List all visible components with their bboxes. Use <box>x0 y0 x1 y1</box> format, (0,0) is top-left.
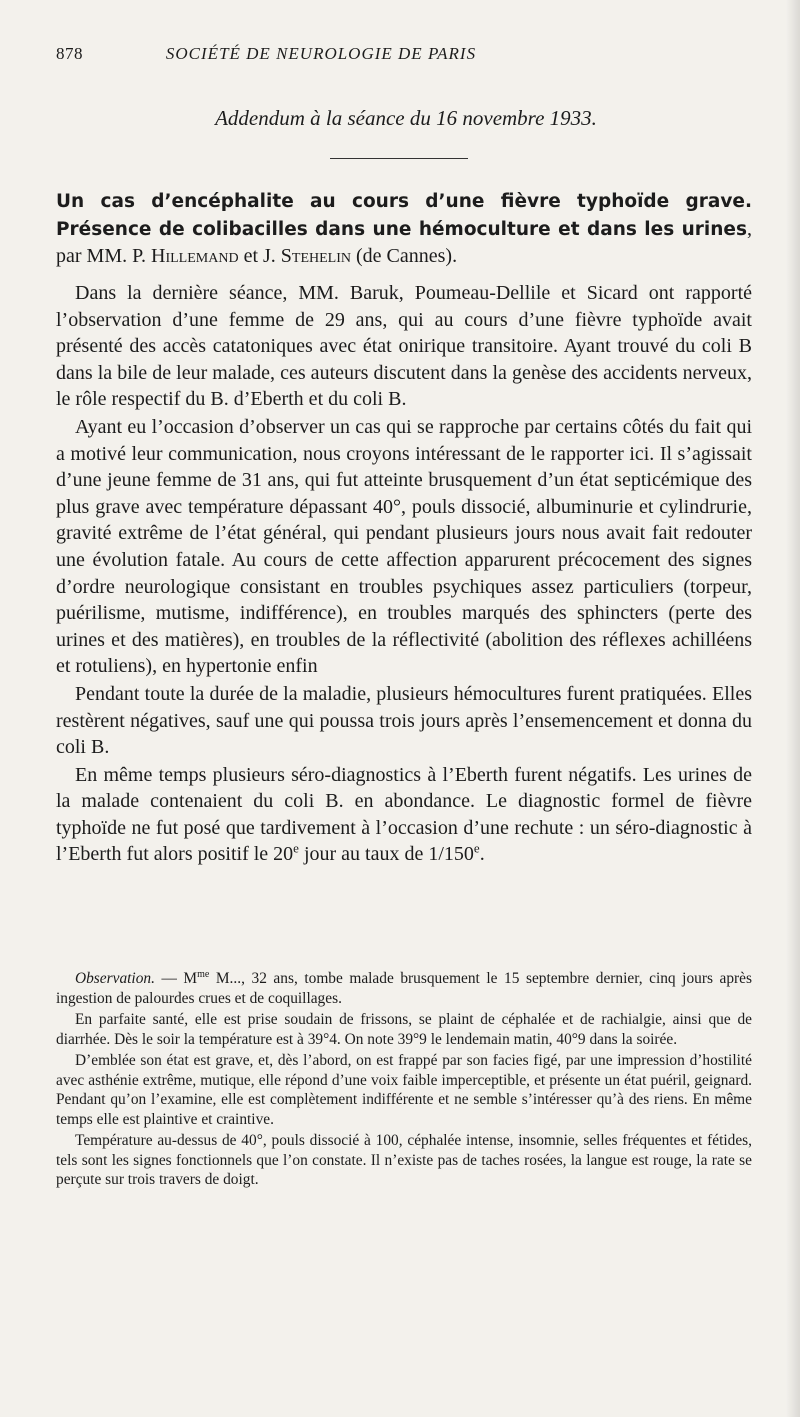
observation-mme-suffix: me <box>197 968 210 980</box>
observation-paragraph-1 <box>56 969 752 1008</box>
paragraph-4 <box>56 762 752 868</box>
article-title-bold: Un cas d’encéphalite au cours d’une fièvre typhoïde grave. Présence de colibacilles dans une hémoculture et dans les urines <box>56 191 752 240</box>
observation-section <box>56 969 752 1190</box>
paragraph-4-middle: jour au taux de 1/150 <box>303 843 474 866</box>
author-stehelin: Stehelin <box>280 245 351 267</box>
page-edge-shadow <box>786 0 800 1417</box>
paragraph-4-day: 20 <box>273 843 294 866</box>
observation-paragraph-4: Température au-dessus de 40°, pouls dissocié à 100, céphalée intense, insomnie, selles fréquentes et fétides, tels sont les signes fonctionnels que l’on constate. Il n’existe pas de taches rosées, la langue est rouge, la rate se perçute sur trois travers de doigt. <box>56 1132 752 1188</box>
observation-dash: — <box>161 970 177 987</box>
page-header <box>56 44 756 70</box>
paragraph-4-text: En même temps plusieurs séro-diagnostics à l’Eberth furent négatifs. Les urines de la malade contenaient du coli B. en abondance. Le diagnostic formel de fièvre typhoïde ne fut posé que tardivement à l’occasion d’une rechute : un séro-diagnostic à l’Eberth fut alors positif le <box>56 763 752 866</box>
section-divider <box>330 158 468 159</box>
author-conjunction: et J. <box>243 245 276 267</box>
observation-mme: M <box>183 970 198 987</box>
author-prefix: par MM. P. <box>56 245 147 267</box>
article-title: Un cas d’encéphalite au cours d’une fièvre typhoïde grave. Présence de colibacilles dans une hémoculture et dans les urines, par MM. P. Hillemand et J. Stehelin (de Cannes). <box>56 191 752 267</box>
running-title: SOCIÉTÉ DE NEUROLOGIE DE PARIS <box>165 44 477 63</box>
observation-label: Observation. <box>75 970 155 987</box>
paragraph-2: Ayant eu l’occasion d’observer un cas qui se rapproche par certains côtés du fait qui a motivé leur communication, nous croyons intéressant de le rapporter ici. Il s’agissait d’une jeune femme de 31 ans, qui fut atteinte brusquement d’un état septicémique des plus grave avec température dépassant 40°, pouls dissocié, albuminurie et cylindrurie, gravité extrême de l’état général, qui pendant plusieurs jours nous avait fait redouter une évolution fatale. Au cours de cette affection apparurent précocement des signes d’ordre neurologique consistant en troubles psychiques assez particuliers (torpeur, puérilisme, mutisme, indifférence), en troubles marqués des sphincters (perte des urines et des matières), en troubles de la réflectivité (abolition des réflexes achilléens et rotuliens), en hypertonie enfin <box>56 415 752 678</box>
paragraph-1: Dans la dernière séance, MM. Baruk, Poumeau-Dellile et Sicard ont rapporté l’observation d’une femme de 29 ans, qui au cours d’une fièvre typhoïde avait présenté des accès catatoniques avec état onirique transitoire. Ayant trouvé du coli B dans la bile de leur malade, ces auteurs discutent dans la genèse des accidents nerveux, le rôle respectif du B. d’Eberth et du coli B. <box>56 282 752 411</box>
paragraph-4-end: . <box>479 843 485 866</box>
observation-paragraph-3: D’emblée son état est grave, et, dès l’abord, on est frappé par son facies figé, par une impression d’hostilité avec asthénie extrême, mutique, elle répond d’une voix faible imperceptible, et présente un état puéril, geignard. Pendant qu’on l’examine, elle est complètement indifférente et ne semble s’intéresser qu’à des riens. En même temps elle est plaintive et craintive. <box>56 1052 752 1128</box>
observation-paragraph-1-text: M..., 32 ans, tombe malade brusquement le 15 septembre dernier, cinq jours après ingestion de palourdes crues et de coquillages. <box>56 970 752 1007</box>
article-body <box>56 280 752 868</box>
author-affiliation: (de Cannes). <box>356 245 458 267</box>
paragraph-4-day-suffix: e <box>293 840 299 856</box>
page-number: 878 <box>56 44 83 63</box>
author-hillemand: Hillemand <box>151 245 239 267</box>
observation-paragraph-2: En parfaite santé, elle est prise soudain de frissons, se plaint de céphalée et de rachialgie, ainsi que de diarrhée. Dès le soir la température est à 39°4. On note 39°9 le lendemain matin, 40°9 dans la soirée. <box>56 1011 752 1048</box>
addendum-heading: Addendum à la séance du 16 novembre 1933. <box>215 106 597 130</box>
paragraph-4-titre-suffix: e <box>473 840 480 856</box>
paragraph-3: Pendant toute la durée de la maladie, plusieurs hémocultures furent pratiquées. Elles restèrent négatives, sauf une qui poussa trois jours après l’ensemencement et donna du coli B. <box>56 682 752 759</box>
